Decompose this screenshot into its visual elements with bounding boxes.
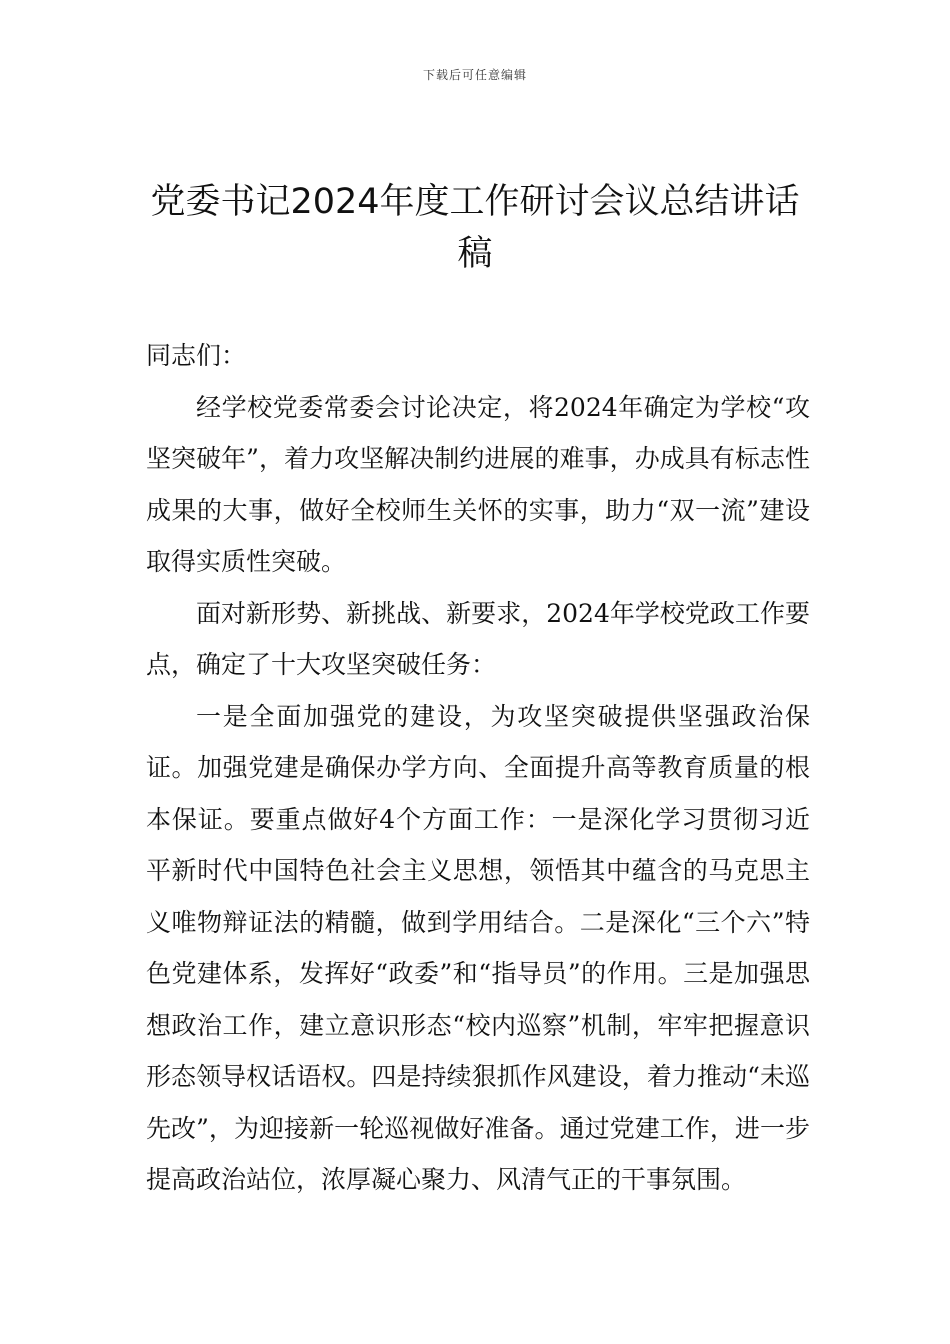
paragraph-1: 经学校党委常委会讨论决定，将2024年确定为学校“攻坚突破年”，着力攻坚解决制约进展的难事，办成具有标志性成果的大事，做好全校师生关怀的实事，助力“双一流”建设取得实质性突破。	[146, 392, 810, 576]
salutation: 同志们：	[146, 341, 247, 370]
paragraph-2: 面对新形势、新挑战、新要求，2024年学校党政工作要点，确定了十大攻坚突破任务：	[146, 598, 810, 679]
document-title: 党委书记2024年度工作研讨会议总结讲话稿	[150, 182, 800, 274]
header-note: 下载后可任意编辑	[422, 68, 527, 82]
paragraph-3: 一是全面加强党的建设，为攻坚突破提供坚强政治保证。加强党建是确保办学方向、全面提升高等教育质量的根本保证。要重点做好4个方面工作：一是深化学习贯彻习近平新时代中国特色社会主义思想，领悟其中蕴含的马克思主义唯物辩证法的精髓，做到学用结合。二是深化“三个六”特色党建体系，发挥好“政委”和“指导员”的作用。三是加强思想政治工作，建立意识形态“校内巡察”机制，牢牢把握意识形态领导权话语权。四是持续狠抓作风建设，着力推动“未巡先改”，为迎接新一轮巡视做好准备。通过党建工作，进一步提高政治站位，浓厚凝心聚力、风清气正的干事氛围。	[146, 701, 810, 1194]
document-body	[146, 330, 810, 1206]
